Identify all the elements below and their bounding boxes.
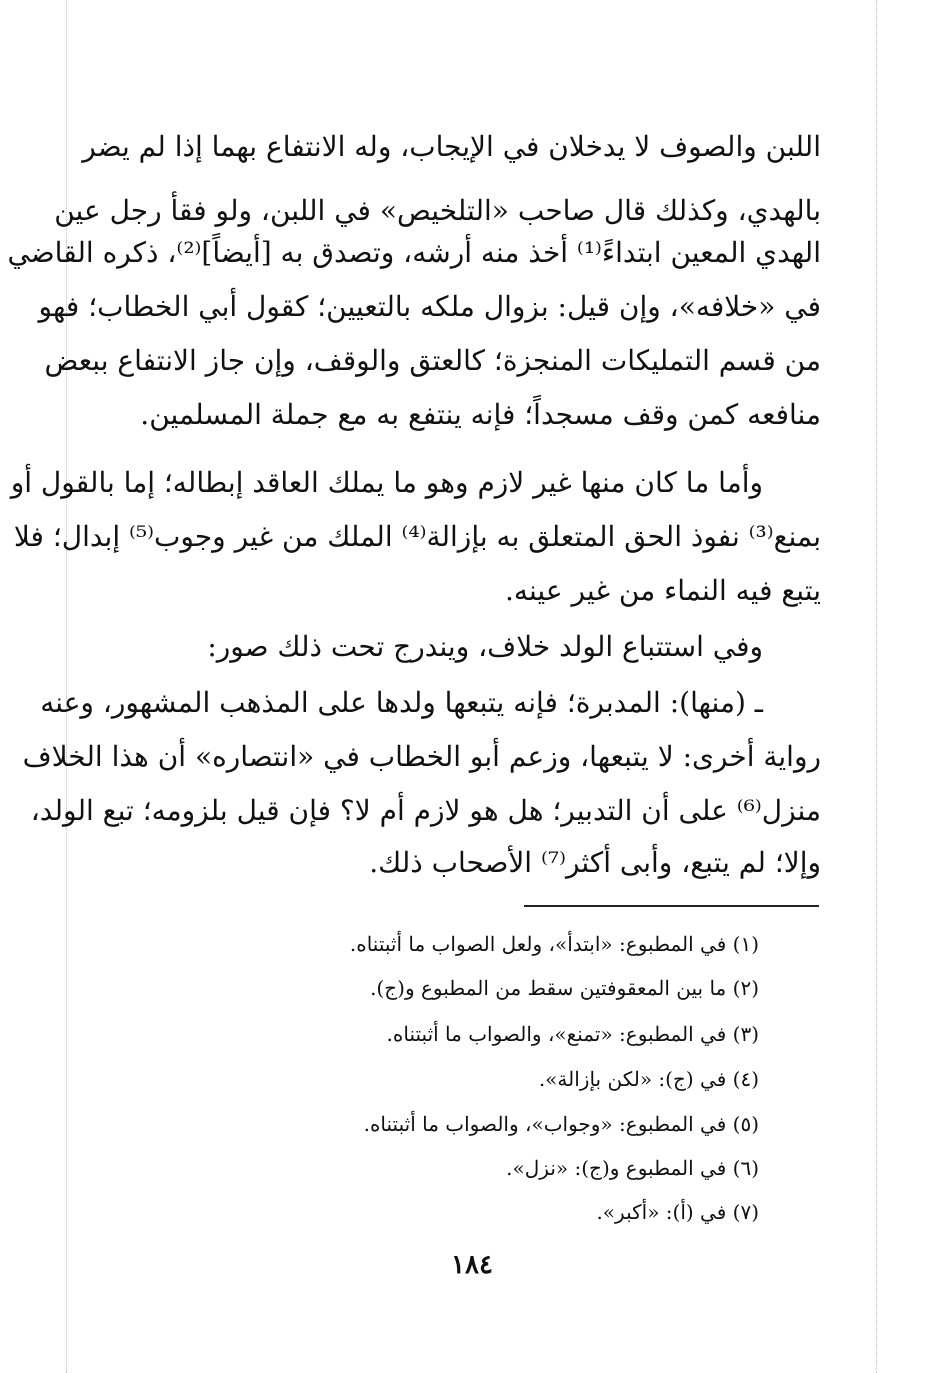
footnote: (٥) في المطبوع: «وجواب»، والصواب ما أثبتناه. bbox=[363, 1112, 759, 1136]
text-line: في «خلافه»، وإن قيل: بزوال ملكه بالتعيين؛ كقول أبي الخطاب؛ فهو bbox=[38, 290, 821, 323]
main-text bbox=[7, 0, 821, 900]
text-line: وإلا؛ لم يتبع، وأبى أكثر⁽⁷⁾ الأصحاب ذلك. bbox=[369, 846, 821, 879]
text-line: من قسم التمليكات المنجزة؛ كالعتق والوقف، وإن جاز الانتفاع ببعض bbox=[44, 344, 821, 377]
right-margin-guide bbox=[876, 0, 877, 1373]
text-line: رواية أخرى: لا يتبعها، وزعم أبو الخطاب في «انتصاره» أن هذا الخلاف bbox=[22, 740, 821, 773]
text-line: وأما ما كان منها غير لازم وهو ما يملك العاقد إبطاله؛ إما بالقول أو bbox=[10, 466, 763, 499]
footnote: (٣) في المطبوع: «تمنع»، والصواب ما أثبتناه. bbox=[386, 1022, 759, 1046]
footnote-separator bbox=[524, 905, 819, 907]
page-number: ١٨٤ bbox=[451, 1250, 493, 1280]
text-line: يتبع فيه النماء من غير عينه. bbox=[505, 574, 821, 607]
text-line: منزل⁽⁶⁾ على أن التدبير؛ هل هو لازم أم لا؟ فإن قيل بلزومه؛ تبع الولد، bbox=[30, 794, 821, 827]
text-line: ـ (منها): المدبرة؛ فإنه يتبعها ولدها على المذهب المشهور، وعنه bbox=[40, 686, 763, 719]
text-line: الهدي المعين ابتداءً⁽¹⁾ أخذ منه أرشه، وتصدق به [أيضاً]⁽²⁾، ذكره القاضي bbox=[7, 236, 821, 269]
footnote: (٤) في (ج): «لكن بإزالة». bbox=[538, 1067, 759, 1091]
text-line: اللبن والصوف لا يدخلان في الإيجاب، وله الانتفاع بهما إذا لم يضر bbox=[82, 130, 821, 163]
footnote: (٧) في (أ): «أكبر». bbox=[596, 1200, 759, 1224]
text-line: بالهدي، وكذلك قال صاحب «التلخيص» في اللبن، ولو فقأ رجل عين bbox=[54, 194, 821, 227]
footnote: (٦) في المطبوع و(ج): «نزل». bbox=[506, 1156, 759, 1180]
footnote: (١) في المطبوع: «ابتدأ»، ولعل الصواب ما أثبتناه. bbox=[349, 932, 759, 956]
text-line: منافعه كمن وقف مسجداً؛ فإنه ينتفع به مع جملة المسلمين. bbox=[140, 398, 821, 431]
text-line: وفي استتباع الولد خلاف، ويندرج تحت ذلك صور: bbox=[207, 630, 763, 663]
text-line: بمنع⁽³⁾ نفوذ الحق المتعلق به بإزالة⁽⁴⁾ الملك من غير وجوب⁽⁵⁾ إبدال؛ فلا bbox=[13, 520, 821, 553]
footnote: (٢) ما بين المعقوفتين سقط من المطبوع و(ج). bbox=[370, 976, 759, 1000]
